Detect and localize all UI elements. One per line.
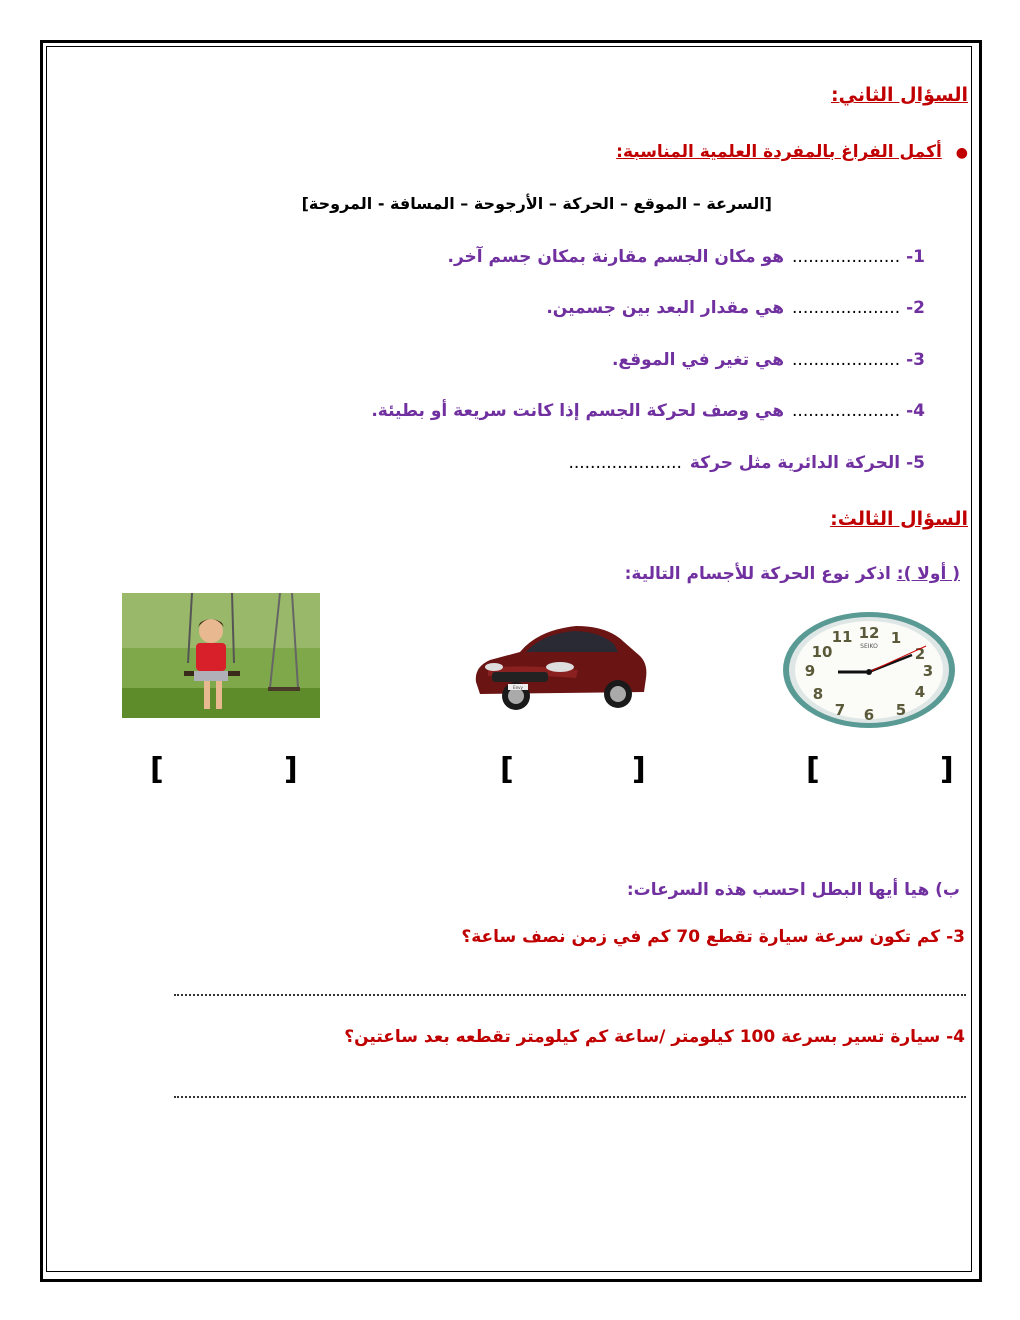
part-b-heading: ب) هيا أيها البطل احسب هذه السرعات: (626, 880, 960, 900)
word-bank: [السرعة – الموقع – الحركة – الأرجوحة – المسافة - المروحة] (301, 194, 772, 213)
blank: .................... (792, 350, 901, 370)
clock-num-2: 2 (914, 645, 926, 663)
clock-num-1: 1 (890, 629, 902, 647)
question-4-text: 4- سيارة تسير بسرعة 100 كيلومتر /ساعة كم كيلومتر تقطعه بعد ساعتين؟ (344, 1027, 965, 1047)
car-image (468, 612, 652, 714)
clock-image (780, 610, 958, 730)
clock-num-5: 5 (895, 701, 907, 719)
clock-num-9: 9 (804, 662, 816, 680)
clock-num-7: 7 (834, 701, 846, 719)
clock-num-4: 4 (914, 683, 926, 701)
question2-instruction: ●أكمل الفراغ بالمفردة العلمية المناسبة: (616, 142, 968, 162)
fill-item-4: 4-....................هي وصف لحركة الجسم إذا كانت سريعة أو بطيئة. (371, 401, 925, 421)
answer-bracket-3-open: [ (284, 752, 298, 787)
question2-title: السؤال الثاني: (831, 84, 968, 106)
answer-line-q3 (174, 994, 966, 996)
clock-num-8: 8 (812, 685, 824, 703)
clock-num-6: 6 (863, 706, 875, 724)
question-3-text: 3- كم تكون سرعة سيارة تقطع 70 كم في زمن نصف ساعة؟ (461, 927, 965, 947)
answer-bracket-3-close: ] (150, 752, 164, 787)
fill-item-2: 2-....................هي مقدار البعد بين جسمين. (546, 298, 925, 318)
fill-item-5: 5-الحركة الدائرية مثل حركة..................... (568, 453, 925, 473)
clock-num-3: 3 (922, 662, 934, 680)
answer-bracket-2-close: ] (500, 752, 514, 787)
answer-bracket-1-open: [ (940, 752, 954, 787)
part-a-heading: ( أولا ): اذكر نوع الحركة للأجسام التالية: (624, 564, 960, 584)
swing-image (122, 593, 320, 718)
clock-brand: SEIKO (860, 643, 878, 650)
blank: .................... (792, 298, 901, 318)
answer-line-q4 (174, 1096, 966, 1098)
answer-bracket-1-close: ] (806, 752, 820, 787)
blank: ..................... (568, 453, 682, 473)
fill-item-1: 1-....................هو مكان الجسم مقارنة بمكان جسم آخر. (447, 247, 925, 267)
fill-item-3: 3-....................هي تغير في الموقع. (611, 350, 925, 370)
question3-title: السؤال الثالث: (830, 508, 968, 530)
bullet-icon: ● (955, 145, 968, 161)
answer-bracket-2-open: [ (632, 752, 646, 787)
blank: .................... (792, 247, 901, 267)
clock-num-11: 11 (831, 628, 853, 646)
clock-num-12: 12 (858, 624, 880, 642)
car-plate-text: Envy (513, 685, 523, 690)
blank: .................... (792, 401, 901, 421)
clock-num-10: 10 (811, 643, 833, 661)
